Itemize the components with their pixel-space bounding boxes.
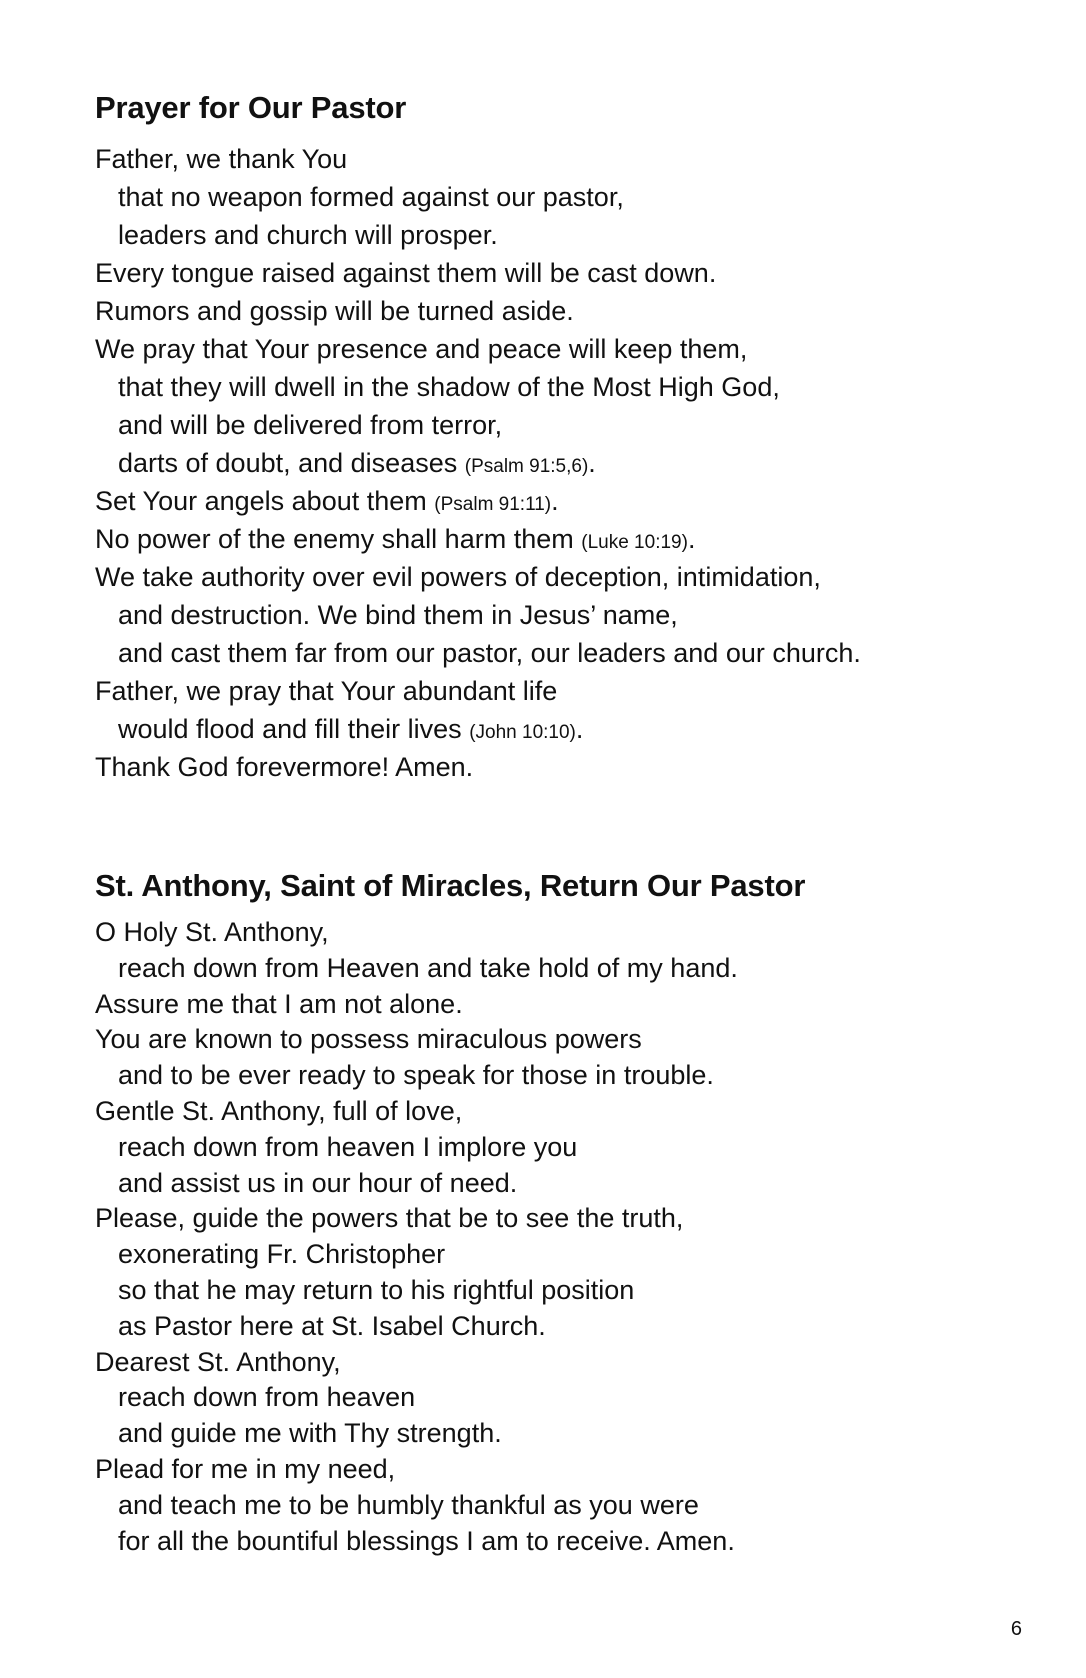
prayer-line	[95, 330, 1026, 368]
line-text: reach down from Heaven and take hold of my hand.	[118, 952, 738, 983]
prayer-line	[95, 1273, 1026, 1309]
line-text: reach down from heaven	[118, 1382, 416, 1413]
prayer-line	[95, 748, 1026, 786]
line-text: Gentle St. Anthony, full of love,	[95, 1095, 463, 1126]
prayer-lines	[95, 140, 1026, 786]
prayer-line	[95, 444, 1026, 482]
line-text: Rumors and gossip will be turned aside.	[95, 296, 574, 326]
line-text: and will be delivered from terror,	[118, 410, 503, 440]
line-text: We take authority over evil powers of deception, intimidation,	[95, 562, 821, 592]
scripture-reference: (Psalm 91:11)	[434, 494, 552, 515]
line-text: Father, we pray that Your abundant life	[95, 676, 558, 706]
scripture-reference: (Psalm 91:5,6)	[464, 456, 589, 477]
prayer-line	[95, 1237, 1026, 1273]
prayer-line	[95, 216, 1026, 254]
prayer-line	[95, 1058, 1026, 1094]
line-punctuation: .	[551, 486, 559, 516]
line-text: would flood and fill their lives	[118, 714, 462, 744]
line-text: Set Your angels about them	[95, 486, 427, 516]
line-text: leaders and church will prosper.	[118, 220, 498, 250]
line-text: so that he may return to his rightful position	[118, 1274, 635, 1305]
line-text: and to be ever ready to speak for those in trouble.	[118, 1060, 714, 1091]
line-text: We pray that Your presence and peace will keep them,	[95, 334, 748, 364]
line-text: for all the bountiful blessings I am to receive. Amen.	[118, 1525, 735, 1556]
prayer-section-st-anthony	[95, 866, 1026, 1559]
prayer-line	[95, 1166, 1026, 1202]
prayer-line	[95, 1416, 1026, 1452]
prayer-line	[95, 520, 1026, 558]
prayer-line	[95, 292, 1026, 330]
scripture-reference: (Luke 10:19)	[581, 532, 688, 553]
line-punctuation: .	[575, 714, 584, 744]
prayer-line	[95, 1380, 1026, 1416]
line-text: and cast them far from our pastor, our leaders and our church.	[118, 638, 861, 668]
page-number: 6	[1010, 1618, 1022, 1640]
line-text: Assure me that I am not alone.	[95, 988, 463, 1019]
prayer-line	[95, 178, 1026, 216]
prayer-line	[95, 1094, 1026, 1130]
line-text: Thank God forevermore! Amen.	[95, 752, 474, 782]
prayer-line	[95, 915, 1026, 951]
prayer-line	[95, 1488, 1026, 1524]
prayer-line	[95, 1452, 1026, 1488]
prayer-line	[95, 951, 1026, 987]
line-text: No power of the enemy shall harm them	[95, 524, 574, 554]
prayer-line	[95, 368, 1026, 406]
prayer-line	[95, 672, 1026, 710]
line-text: O Holy St. Anthony,	[95, 917, 329, 947]
section-title: St. Anthony, Saint of Miracles, Return Our Pastor	[95, 868, 806, 903]
prayer-line	[95, 1345, 1026, 1381]
prayer-line	[95, 140, 1026, 178]
prayer-lines	[95, 915, 1026, 1559]
line-text: reach down from heaven I implore you	[118, 1131, 578, 1162]
prayer-line	[95, 482, 1026, 520]
prayer-line	[95, 1309, 1026, 1345]
line-text: that no weapon formed against our pastor,	[118, 182, 624, 212]
prayer-section-pastor	[95, 88, 1026, 786]
prayer-line	[95, 987, 1026, 1023]
line-text: that they will dwell in the shadow of the Most High God,	[118, 372, 780, 402]
line-text: Father, we thank You	[95, 144, 348, 174]
line-text: and assist us in our hour of need.	[118, 1167, 518, 1198]
line-text: and teach me to be humbly thankful as you were	[118, 1489, 699, 1520]
line-text: Please, guide the powers that be to see the truth,	[95, 1203, 684, 1234]
line-text: Every tongue raised against them will be cast down.	[95, 258, 717, 288]
prayer-line	[95, 1022, 1026, 1058]
prayer-line	[95, 1201, 1026, 1237]
prayer-line	[95, 254, 1026, 292]
prayer-line	[95, 558, 1026, 596]
line-text: Dearest St. Anthony,	[95, 1346, 341, 1377]
line-punctuation: .	[687, 524, 696, 554]
line-punctuation: .	[588, 448, 596, 478]
prayer-line	[95, 1524, 1026, 1560]
prayer-line	[95, 634, 1026, 672]
prayer-line	[95, 710, 1026, 748]
line-text: exonerating Fr. Christopher	[118, 1239, 446, 1270]
prayer-line	[95, 1130, 1026, 1166]
scripture-reference: (John 10:10)	[469, 722, 576, 743]
line-text: You are known to possess miraculous powers	[95, 1024, 642, 1055]
prayer-line	[95, 406, 1026, 444]
prayer-line	[95, 596, 1026, 634]
line-text: and destruction. We bind them in Jesus’ name,	[118, 600, 678, 630]
line-text: as Pastor here at St. Isabel Church.	[118, 1310, 546, 1341]
line-text: darts of doubt, and diseases	[118, 448, 458, 478]
section-title: Prayer for Our Pastor	[95, 90, 407, 125]
line-text: Plead for me in my need,	[95, 1453, 396, 1484]
line-text: and guide me with Thy strength.	[118, 1418, 502, 1449]
